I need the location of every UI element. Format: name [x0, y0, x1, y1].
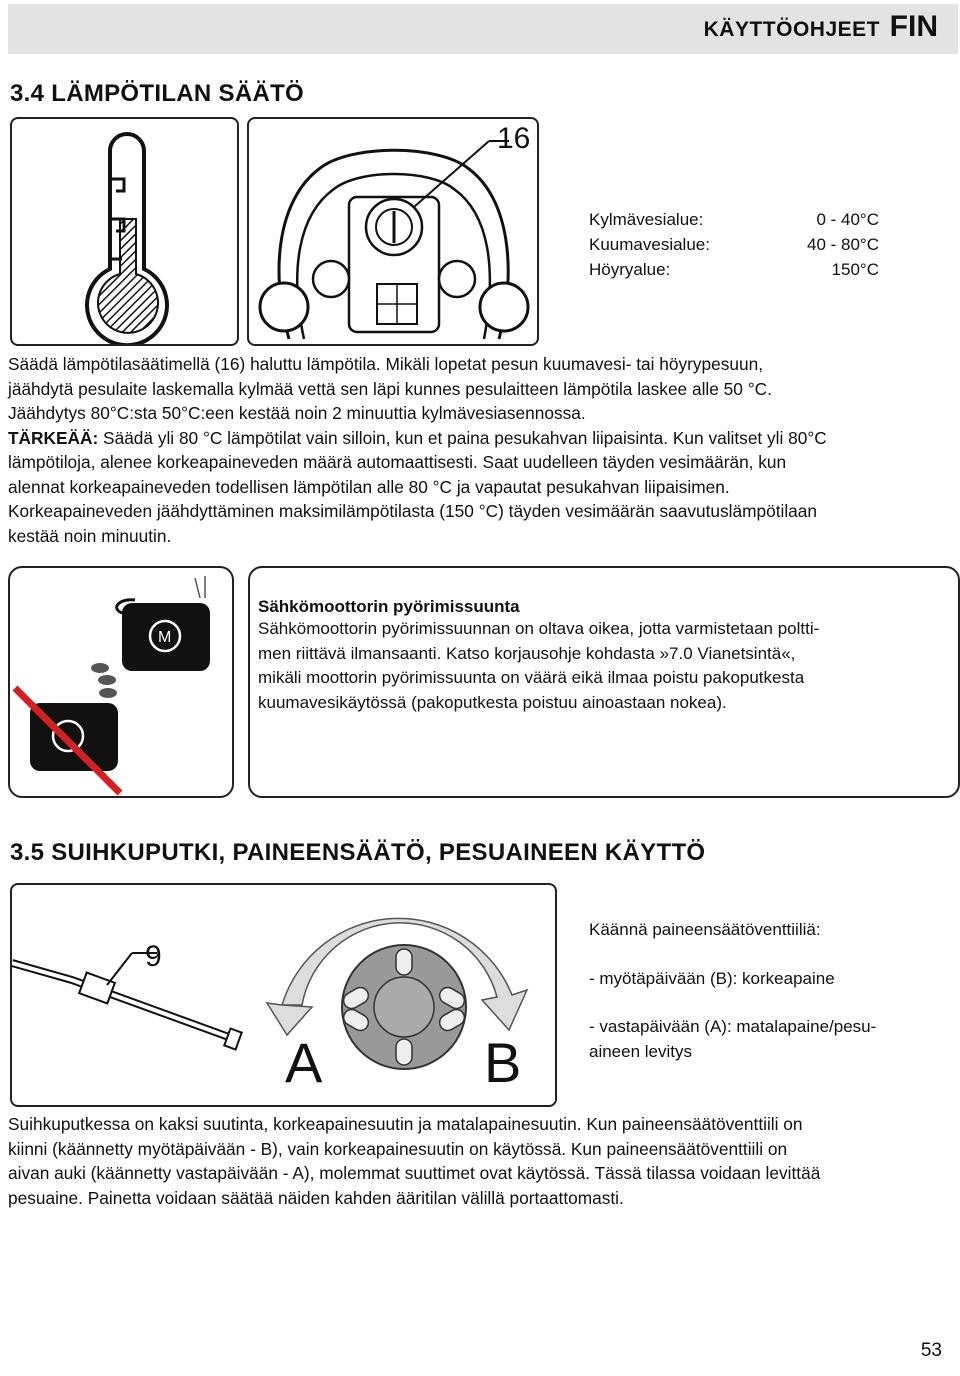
page-number: 53	[920, 1340, 942, 1361]
paragraph-line: Jäähdytys 80°C:sta 50°C:een kestää noin 2 minuuttia kylmävesiasennossa.	[8, 403, 586, 423]
range-value: 0 - 40°C	[816, 210, 879, 229]
range-value: 150°C	[831, 260, 879, 279]
important-line	[8, 426, 956, 451]
motor-note-title: Sähkömoottorin pyörimissuunta	[258, 597, 520, 616]
pressure-washer-icon	[249, 119, 537, 344]
note-line: mikäli moottorin pyörimissuunta on väärä eikä ilmaa poistu pakoputkesta	[258, 668, 805, 687]
motor-direction-icon	[10, 568, 232, 796]
paragraph-line: kestää noin minuutin.	[8, 525, 172, 546]
thermometer-figure	[10, 117, 239, 346]
note-line: men riittävä ilmansaanti. Katso korjausohje kohdasta »7.0 Vianetsintä«,	[258, 643, 796, 663]
thermometer-icon	[12, 119, 237, 344]
lance-pressure-valve-icon	[12, 885, 555, 1105]
range-label: Kuumavesialue:	[589, 235, 710, 254]
valve-clockwise: - myötäpäivään (B): korkeapaine	[589, 968, 835, 988]
section-3-4-body	[8, 352, 956, 548]
valve-counterclockwise-cont: aineen levitys	[589, 1041, 693, 1061]
paragraph-line: jäähdytä pesulaite laskemalla kylmää vettä sen läpi kunnes pesulaitteen lämpötila laskee alle 50 °C.	[8, 378, 772, 399]
section-title-3-4: 3.4 LÄMPÖTILAN SÄÄTÖ	[10, 80, 305, 107]
header-language: FIN	[889, 10, 938, 43]
paragraph-line: aivan auki (käännetty vastapäivään - A), molemmat suuttimet ovat käytössä. Tässä tilassa voidaan levittää	[8, 1163, 821, 1183]
temperature-ranges	[589, 207, 879, 282]
note-line: Sähkömoottorin pyörimissuunnan on oltava oikea, jotta varmistetaan poltti-	[258, 619, 820, 638]
note-line: kuumavesikäytössä (pakoputkesta poistuu ainoastaan nokea).	[258, 692, 727, 712]
header-title: KÄYTTÖOHJEET	[703, 18, 880, 41]
paragraph-line: lämpötiloja, alenee korkeapaineveden määrä automaattisesti. Saat uudelleen täyden vesimäärän, kun	[8, 452, 787, 472]
range-row	[589, 257, 879, 282]
range-row	[589, 232, 879, 257]
valve-instructions	[589, 918, 949, 1064]
range-value: 40 - 80°C	[806, 235, 879, 254]
valve-counterclockwise: - vastapäivään (A): matalapaine/pesu-	[589, 1017, 877, 1036]
paragraph-line: alennat korkeapaineveden todellisen lämpötilan alle 80 °C ja vapautat pesukahvan liipaisimen.	[8, 476, 730, 497]
motor-note-body	[258, 617, 948, 715]
range-label: Höyryalue:	[589, 260, 671, 279]
paragraph-line: Korkeapaineveden jäähdyttäminen maksimilämpötilasta (150 °C) täyden vesimäärän saavutuslämpötilaan	[8, 501, 818, 521]
important-label: TÄRKEÄÄ:	[8, 427, 99, 448]
label-a: A	[285, 1031, 323, 1094]
motor-note-box	[248, 566, 960, 798]
section-title-3-5: 3.5 SUIHKUPUTKI, PAINEENSÄÄTÖ, PESUAINEEN KÄYTTÖ	[10, 839, 706, 866]
paragraph-line: Säädä lämpötilasäätimellä (16) haluttu lämpötila. Mikäli lopetat pesun kuumavesi- tai höyrypesuun,	[8, 354, 764, 374]
range-label: Kylmävesialue:	[589, 210, 704, 229]
paragraph-line: pesuaine. Painetta voidaan säätää näiden kahden ääritilan välillä portaattomasti.	[8, 1187, 624, 1208]
valve-heading: Käännä paineensäätöventtiiliä:	[589, 920, 821, 939]
motor-illustration-box	[8, 566, 234, 798]
svg-text:M: M	[158, 629, 172, 646]
callout-9: 9	[145, 940, 162, 973]
lance-valve-figure	[10, 883, 557, 1107]
label-b: B	[484, 1031, 522, 1094]
range-row	[589, 207, 879, 232]
important-text: Säädä yli 80 °C lämpötilat vain silloin, kun et paina pesukahvan liipaisinta. Kun valitset yli 80°C	[98, 427, 827, 448]
washer-control-figure	[247, 117, 539, 346]
paragraph-line: Suihkuputkessa on kaksi suutinta, korkeapainesuutin ja matalapainesuutin. Kun paineensäätöventtiili on	[8, 1114, 803, 1134]
section-3-5-body	[8, 1112, 956, 1210]
callout-16: 16	[497, 122, 531, 155]
paragraph-line: kiinni (käännetty myötäpäivään - B), vain korkeapainesuutin on käytössä. Kun paineensäätöventtiili on	[8, 1138, 788, 1159]
